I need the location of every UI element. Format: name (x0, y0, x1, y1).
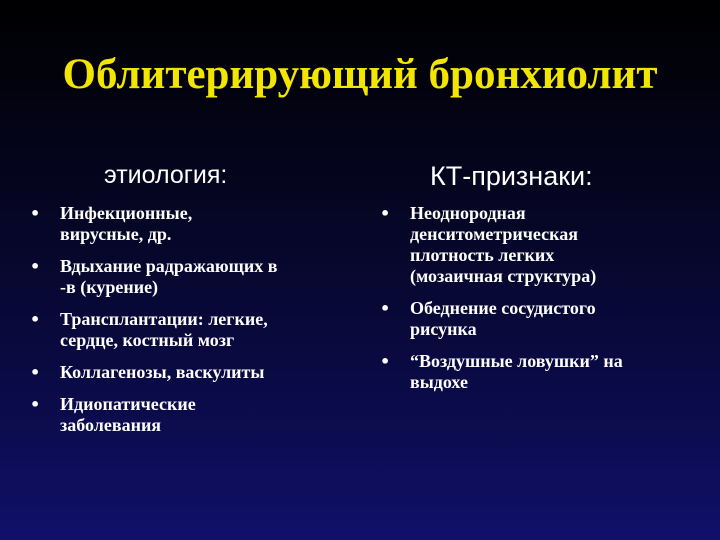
list-item-text: Вдыхание радражающих в -в (курение) (60, 256, 278, 297)
list-item (378, 203, 698, 287)
list-item-text: “Воздушные ловушки” на выдохе (410, 351, 623, 392)
list-item-text: Обеднение сосудистого рисунка (410, 298, 596, 339)
list-item (28, 203, 348, 245)
list-item (378, 298, 698, 340)
list-item (28, 256, 348, 298)
ct-signs-heading: КТ-признаки: (430, 161, 593, 191)
slide-title: Облитерирующий бронхиолит (62, 51, 658, 98)
list-item-text: Идиопатические заболевания (60, 394, 196, 435)
etiology-list (28, 203, 348, 447)
etiology-heading: этиология: (104, 161, 228, 189)
list-item (28, 362, 348, 383)
list-item (378, 351, 698, 393)
list-item (28, 309, 348, 351)
list-item-text: Трансплантации: легкие, сердце, костный мозг (60, 309, 268, 350)
list-item (28, 394, 348, 436)
list-item-text: Инфекционные, вирусные, др. (60, 203, 193, 244)
ct-signs-list (378, 203, 698, 404)
list-item-text: Неоднородная денситометрическая плотность легких (мозаичная структура) (410, 203, 597, 286)
list-item-text: Коллагенозы, васкулиты (60, 362, 265, 382)
